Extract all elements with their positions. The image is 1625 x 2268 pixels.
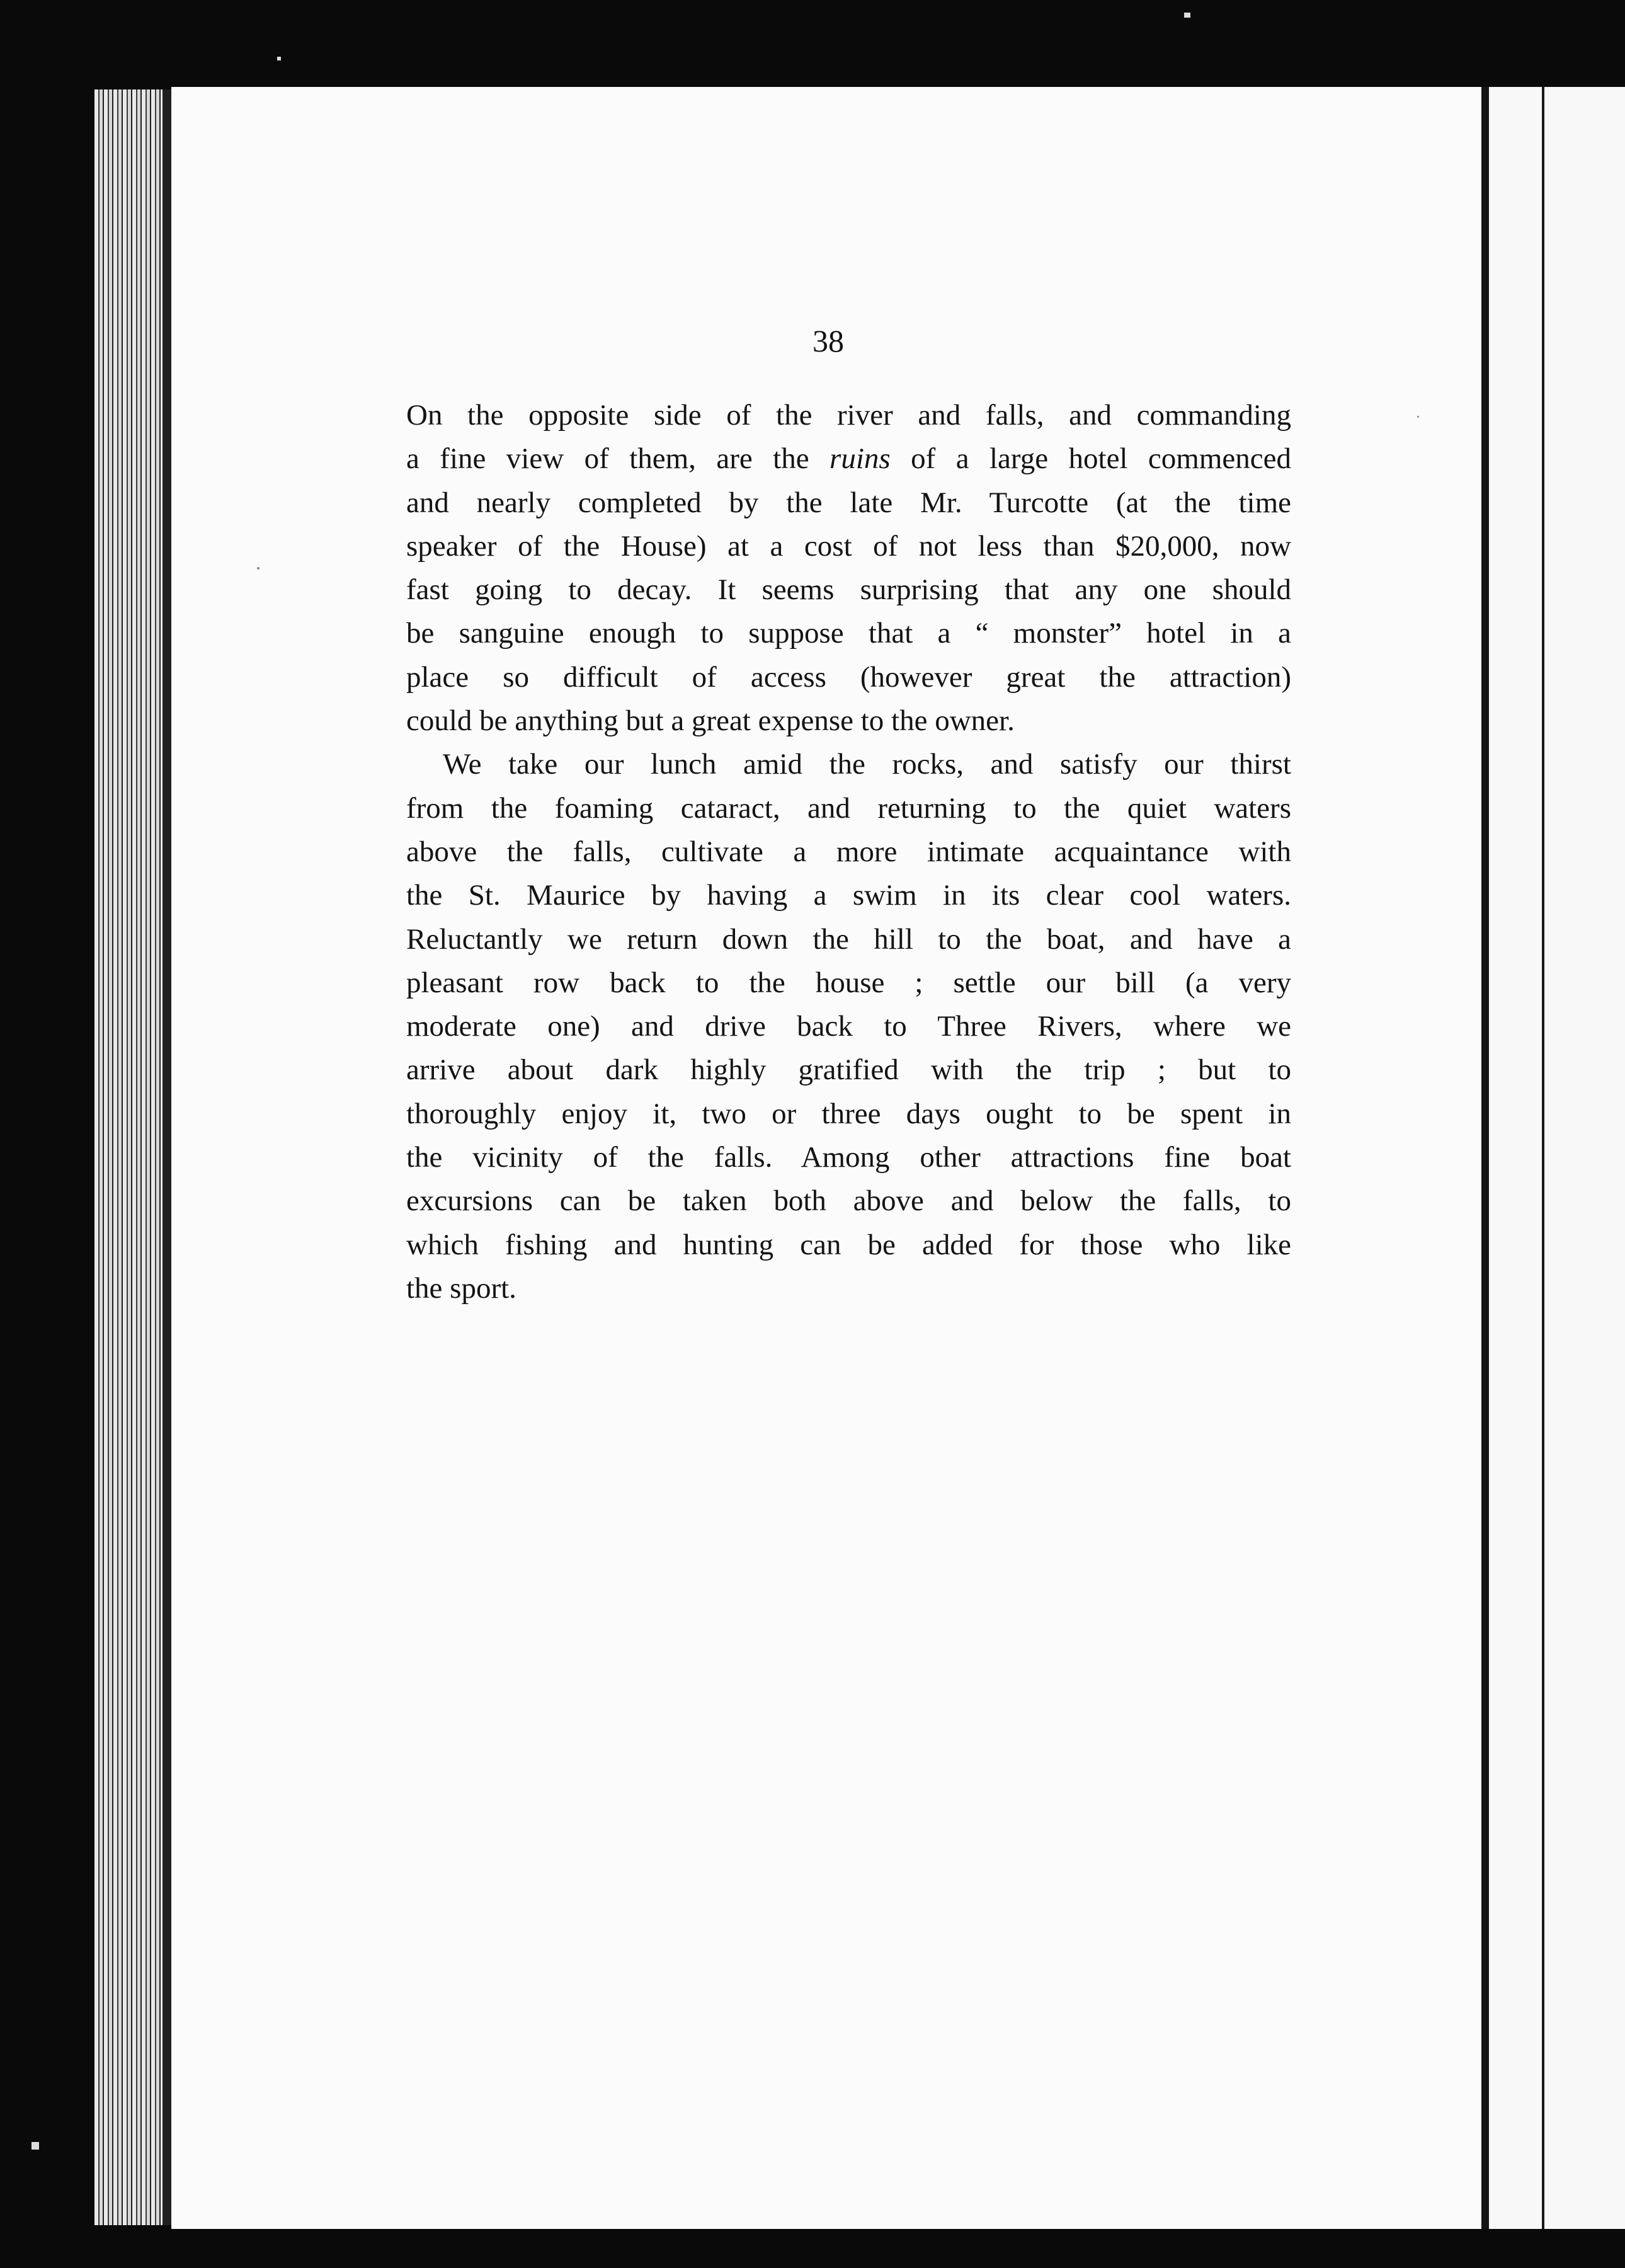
text-line: the sport. [406, 1271, 516, 1305]
italic-word: ruins [830, 442, 891, 476]
scan-speck [257, 567, 259, 570]
text-line: a fine view of them, are the ruins of a large hotel commenced [406, 442, 1291, 476]
text-line: could be anything but a great expense to the owner. [406, 704, 1015, 738]
text-line: the vicinity of the falls. Among other attractions fine boat [406, 1141, 1291, 1174]
text-line: fast going to decay. It seems surprising that any one should [406, 573, 1291, 607]
text-line: and nearly completed by the late Mr. Turcotte (at the time [406, 486, 1291, 519]
text-line: We take our lunch amid the rocks, and satisfy our thirst [443, 748, 1291, 781]
text-line: above the falls, cultivate a more intimate acquaintance with [406, 835, 1291, 868]
page-number: 38 [812, 323, 844, 358]
text-line: pleasant row back to the house ; settle our bill (a very [406, 966, 1291, 999]
text-line: On the opposite side of the river and falls, and commanding [406, 399, 1291, 432]
text-line: moderate one) and drive back to Three Rivers, where we [406, 1010, 1291, 1043]
adjacent-page-edge [1542, 87, 1544, 2229]
page-gutter [1481, 87, 1489, 2229]
text-line: the St. Maurice by having a swim in its clear cool waters. [406, 879, 1291, 912]
text-line: place so difficult of access (however great the attraction) [406, 660, 1291, 694]
text-line: be sanguine enough to suppose that a “ monster” hotel in a [406, 617, 1291, 650]
text-line: Reluctantly we return down the hill to the boat, and have a [406, 922, 1291, 956]
scan-speck [1417, 416, 1419, 418]
text-line: speaker of the House) at a cost of not less than $20,000, now [406, 529, 1291, 563]
text-line: excursions can be taken both above and below the falls, to [406, 1184, 1291, 1218]
adjacent-page-strip [1489, 87, 1625, 2229]
text-line: thoroughly enjoy it, two or three days ought to be spent in [406, 1097, 1291, 1130]
text-line: which fishing and hunting can be added for those who like [406, 1228, 1291, 1261]
scan-speck [1184, 13, 1190, 18]
scan-speck [31, 2142, 39, 2150]
scan-speck [277, 57, 281, 60]
text-line: from the foaming cataract, and returning to the quiet waters [406, 791, 1291, 825]
text-line: arrive about dark highly gratified with the trip ; but to [406, 1053, 1291, 1087]
body-text [406, 394, 1291, 1310]
